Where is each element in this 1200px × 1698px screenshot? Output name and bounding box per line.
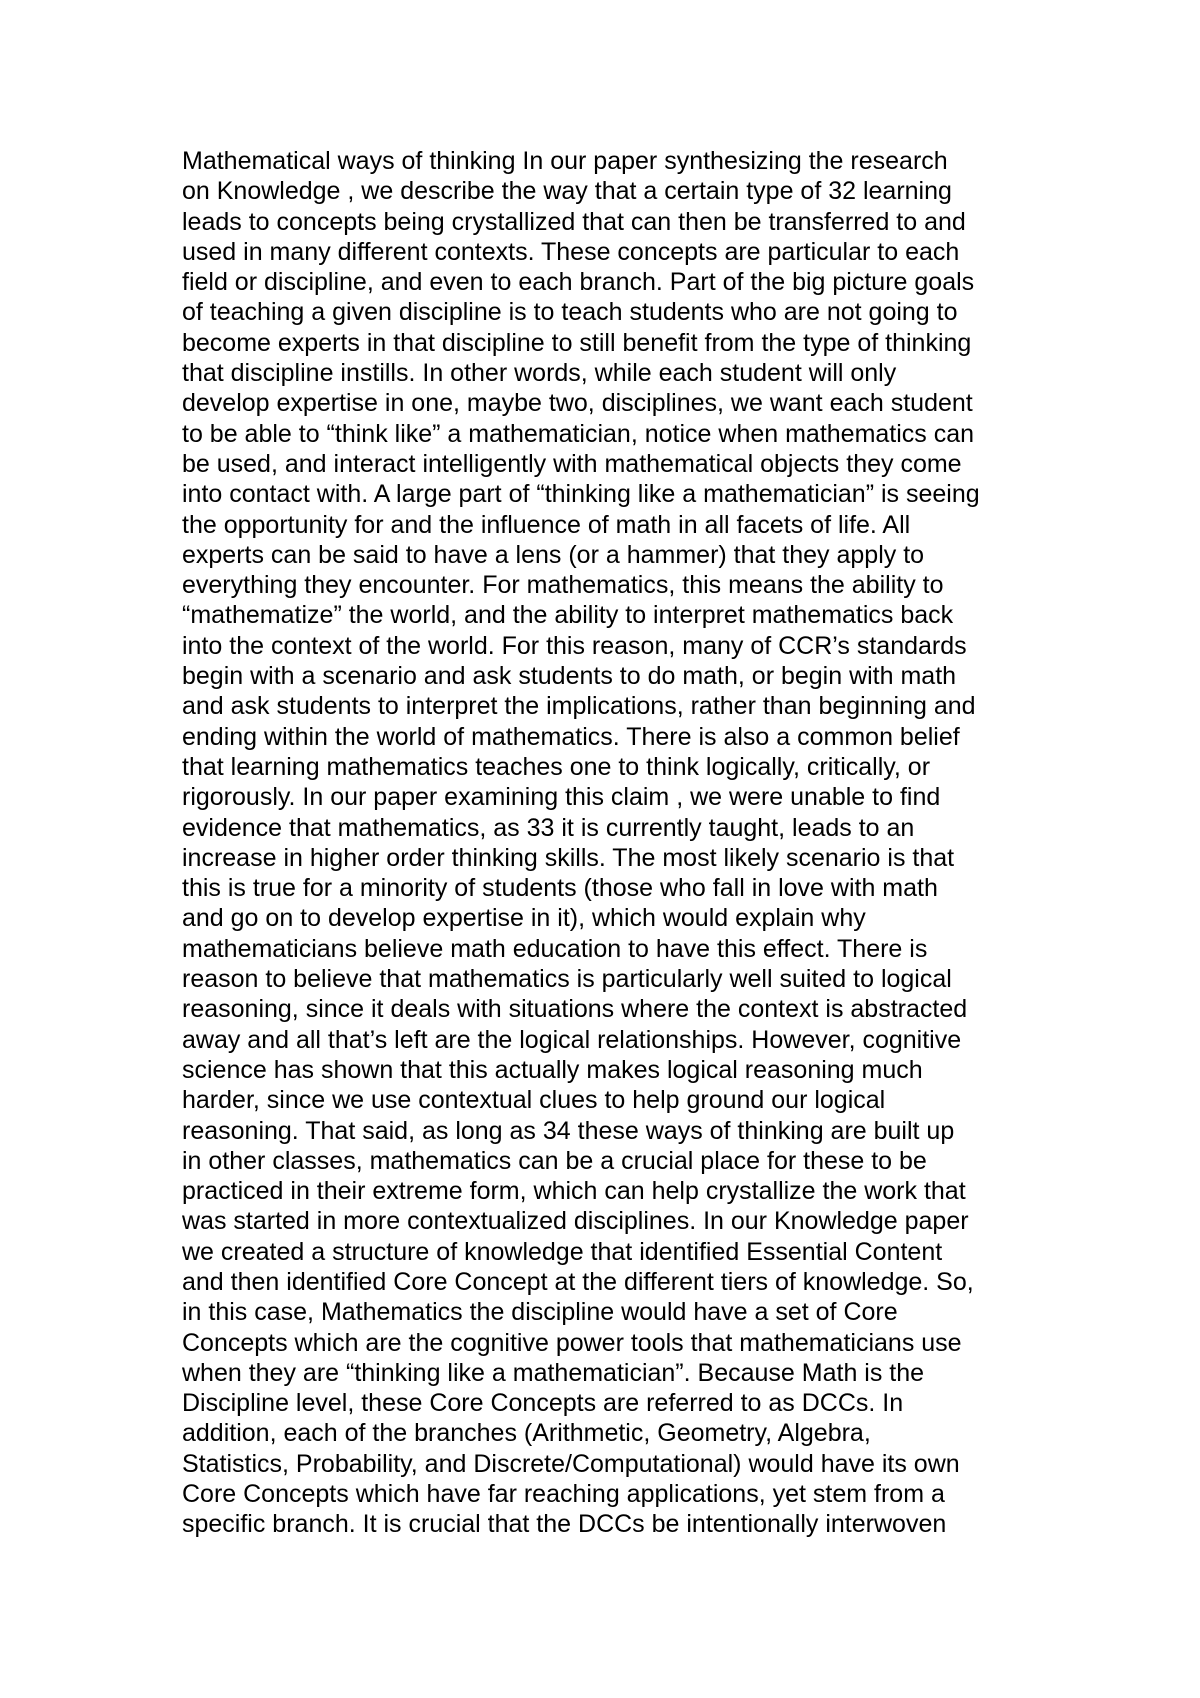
text-line: when they are “thinking like a mathematician”. Because Math is the (182, 1358, 925, 1387)
text-line: on Knowledge , we describe the way that a certain type of 32 learning (182, 177, 952, 206)
text-line: addition, each of the branches (Arithmetic, Geometry, Algebra, (182, 1419, 871, 1448)
text-line: develop expertise in one, maybe two, disciplines, we want each student (182, 389, 973, 418)
text-line: was started in more contextualized disciplines. In our Knowledge paper (182, 1207, 969, 1236)
text-line: mathematicians believe math education to have this effect. There is (182, 934, 928, 963)
text-line: science has shown that this actually makes logical reasoning much (182, 1055, 923, 1084)
text-line: Mathematical ways of thinking In our paper synthesizing the research (182, 147, 948, 175)
body-text (182, 146, 1062, 1540)
text-line: this is true for a minority of students (those who fall in love with math (182, 874, 938, 903)
text-line: into contact with. A large part of “thinking like a mathematician” is seeing (182, 480, 980, 509)
text-line: reasoning, since it deals with situations where the context is abstracted (182, 995, 968, 1024)
text-line: Core Concepts which have far reaching applications, yet stem from a (182, 1480, 945, 1509)
text-line: Concepts which are the cognitive power tools that mathematicians use (182, 1328, 962, 1357)
text-line: that discipline instills. In other words, while each student will only (182, 359, 897, 388)
text-line: away and all that’s left are the logical relationships. However, cognitive (182, 1025, 962, 1054)
text-line: leads to concepts being crystallized that can then be transferred to and (182, 207, 966, 236)
text-line: specific branch. It is crucial that the DCCs be intentionally interwoven (182, 1510, 947, 1539)
text-line: in this case, Mathematics the discipline would have a set of Core (182, 1298, 898, 1327)
text-line: reason to believe that mathematics is particularly well suited to logical (182, 965, 952, 994)
text-line: of teaching a given discipline is to teach students who are not going to (182, 298, 958, 327)
text-line: increase in higher order thinking skills. The most likely scenario is that (182, 843, 955, 872)
text-line: field or discipline, and even to each branch. Part of the big picture goals (182, 268, 975, 297)
text-line: evidence that mathematics, as 33 it is currently taught, leads to an (182, 813, 915, 842)
text-line: reasoning. That said, as long as 34 these ways of thinking are built up (182, 1116, 955, 1145)
text-line: practiced in their extreme form, which can help crystallize the work that (182, 1177, 966, 1206)
text-line: become experts in that discipline to still benefit from the type of thinking (182, 328, 972, 357)
text-line: and go on to develop expertise in it), which would explain why (182, 904, 866, 933)
text-line: that learning mathematics teaches one to think logically, critically, or (182, 752, 931, 781)
text-line: used in many different contexts. These concepts are particular to each (182, 237, 960, 266)
text-line: everything they encounter. For mathematics, this means the ability to (182, 571, 944, 600)
text-line: into the context of the world. For this reason, many of CCR’s standards (182, 631, 967, 660)
text-line: and then identified Core Concept at the different tiers of knowledge. So, (182, 1267, 974, 1296)
text-line: Statistics, Probability, and Discrete/Computational) would have its own (182, 1449, 960, 1478)
text-line: rigorously. In our paper examining this claim , we were unable to find (182, 783, 941, 812)
text-line: in other classes, mathematics can be a crucial place for these to be (182, 1146, 927, 1175)
text-line: to be able to “think like” a mathematician, notice when mathematics can (182, 419, 975, 448)
text-line: be used, and interact intelligently with mathematical objects they come (182, 449, 962, 478)
text-line: the opportunity for and the influence of math in all facets of life. All (182, 510, 911, 539)
text-line: begin with a scenario and ask students to do math, or begin with math (182, 662, 957, 691)
text-line: and ask students to interpret the implications, rather than beginning and (182, 692, 976, 721)
text-line: Discipline level, these Core Concepts are referred to as DCCs. In (182, 1389, 904, 1418)
text-line: experts can be said to have a lens (or a hammer) that they apply to (182, 540, 925, 569)
text-line: we created a structure of knowledge that identified Essential Content (182, 1237, 943, 1266)
text-line: “mathematize” the world, and the ability to interpret mathematics back (182, 601, 954, 630)
text-line: ending within the world of mathematics. There is also a common belief (182, 722, 960, 751)
text-line: harder, since we use contextual clues to help ground our logical (182, 1086, 886, 1115)
